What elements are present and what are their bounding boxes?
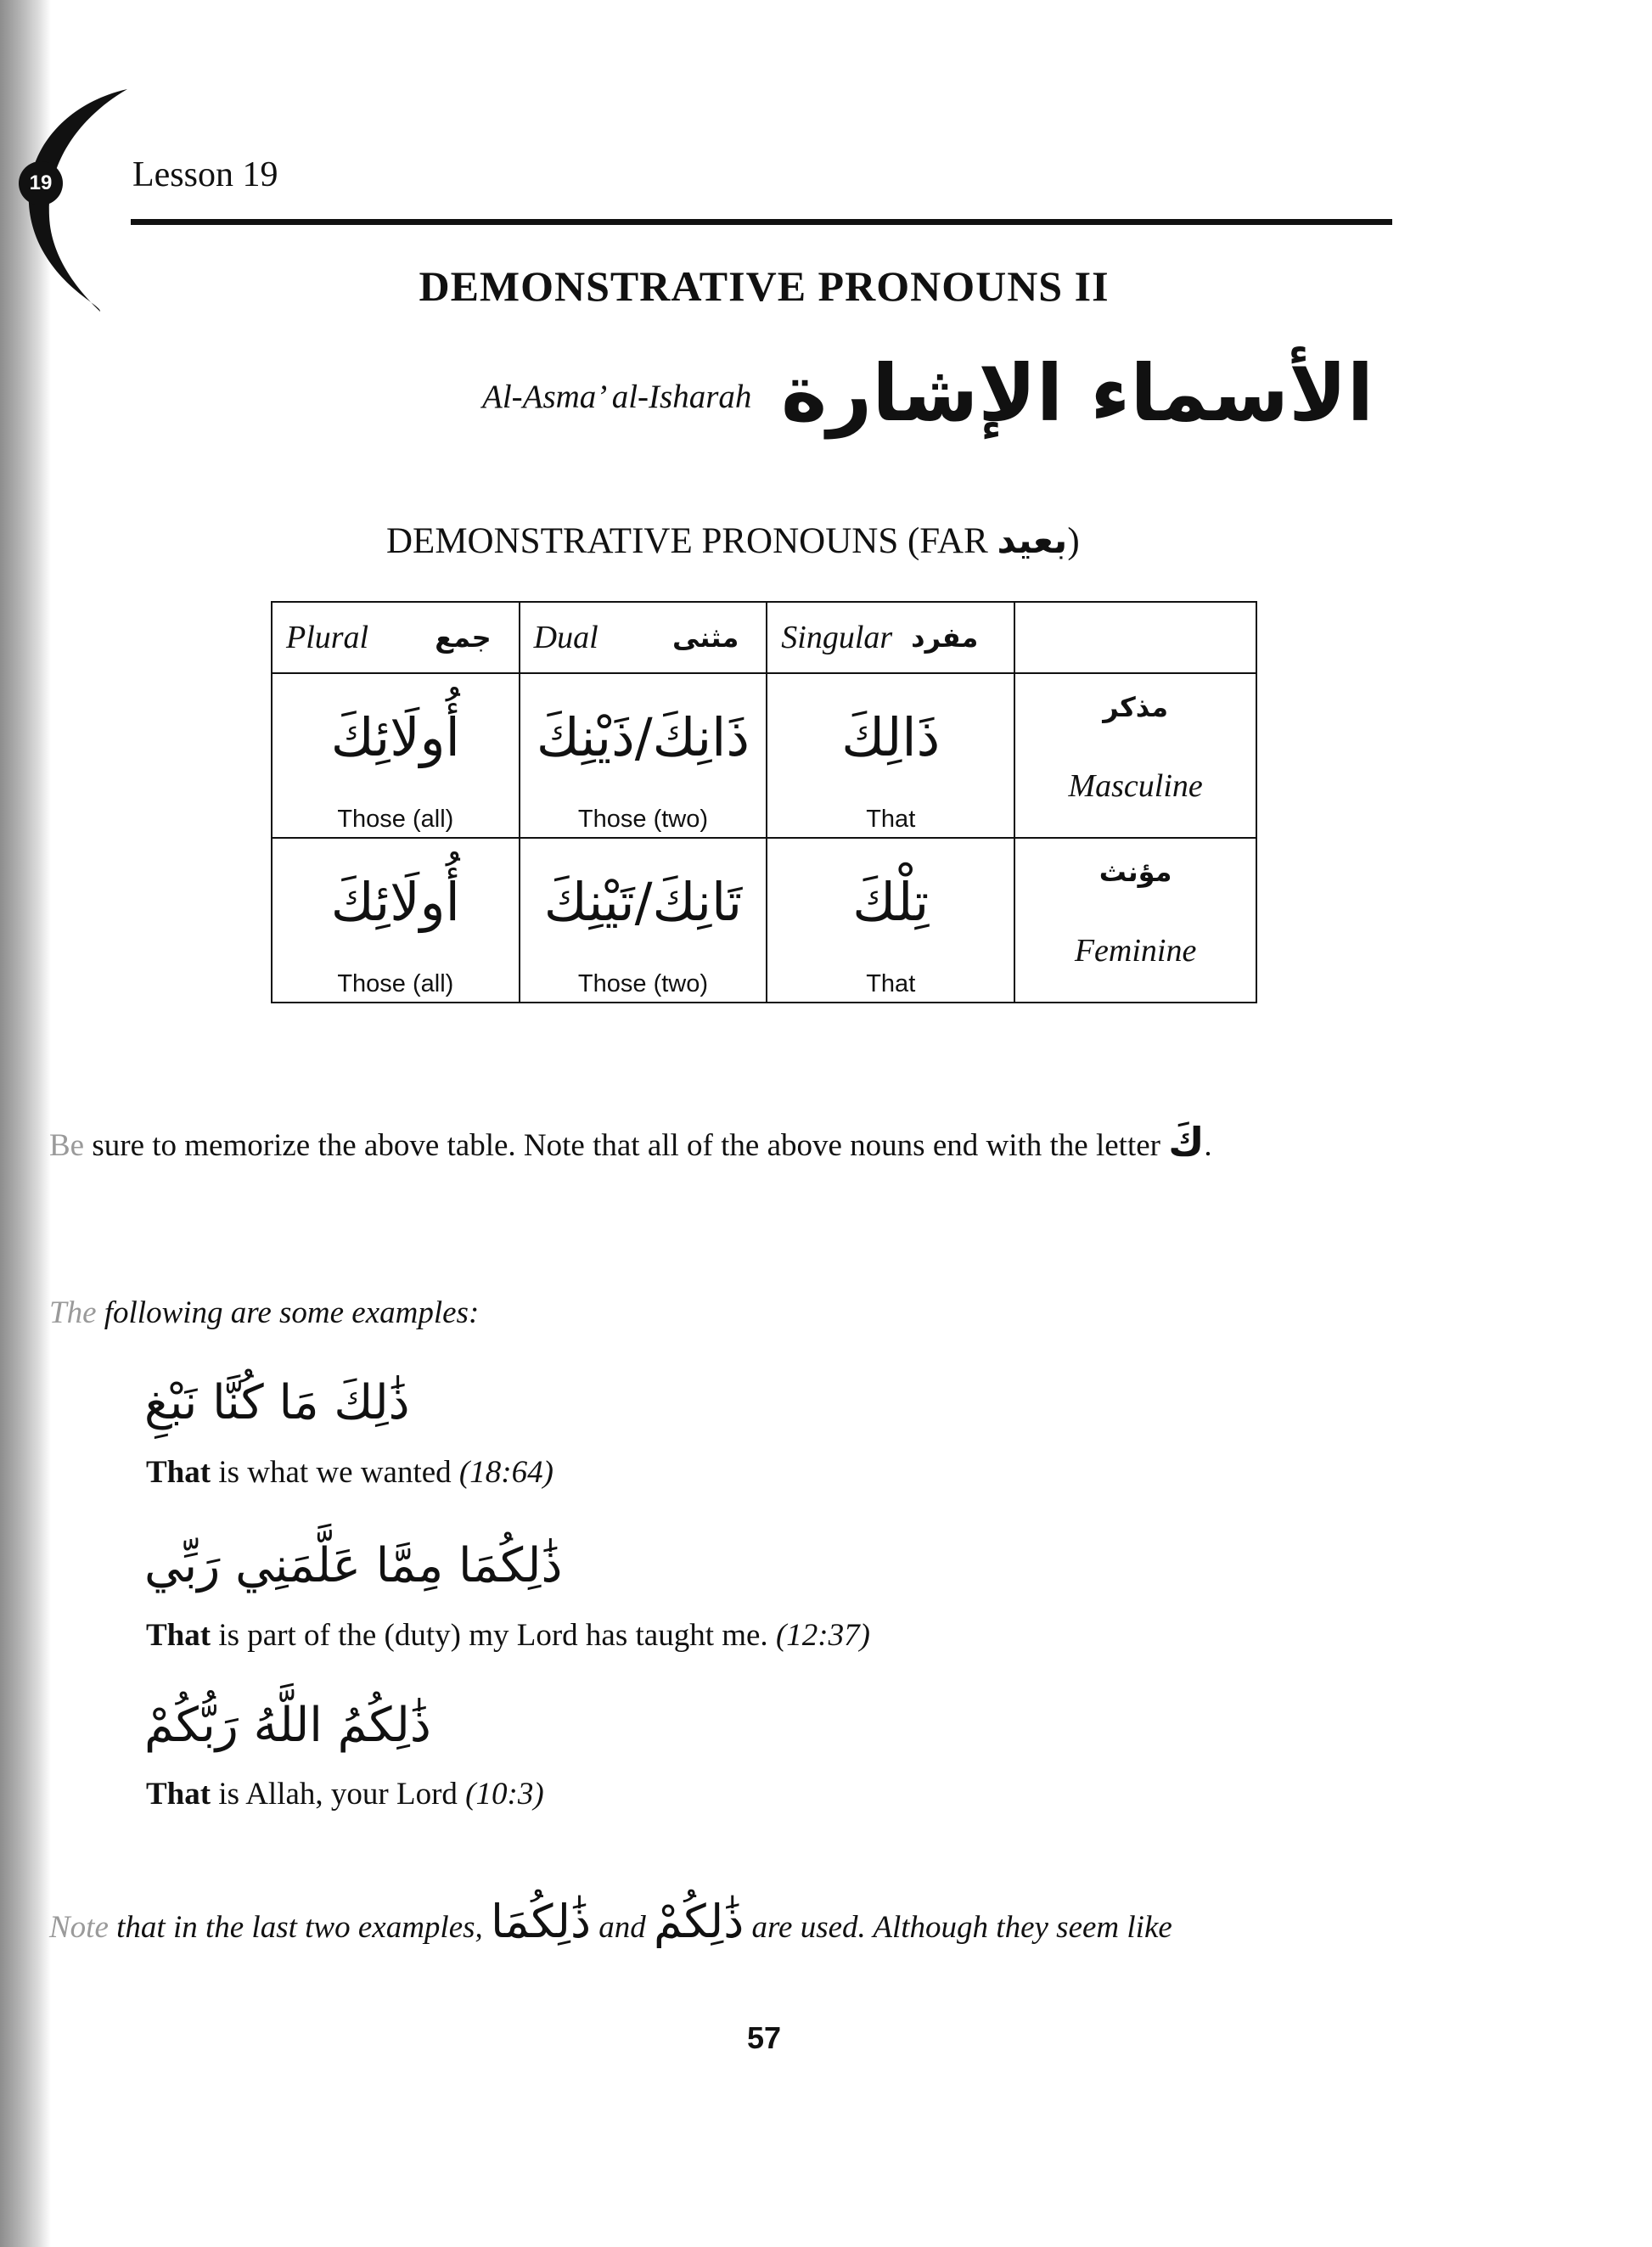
table-row-masculine	[272, 673, 1256, 838]
header-plural	[272, 602, 520, 673]
cell-masculine-plural	[272, 673, 520, 838]
page-number: 57	[746, 2020, 782, 2055]
pronoun-arabic: أُولَائِكَ	[330, 706, 460, 768]
table-row-feminine	[272, 838, 1256, 1003]
examples-intro	[49, 1295, 479, 1331]
pronoun-english: Those (two)	[577, 970, 709, 997]
table-heading	[386, 520, 1080, 562]
examples-intro-start: The	[49, 1295, 97, 1330]
lesson-number-badge: 19	[19, 161, 63, 205]
header-empty	[1014, 602, 1256, 673]
lesson-label: Lesson 19	[132, 155, 278, 194]
last-note-start: Note	[49, 1910, 109, 1945]
memorize-note-start: Be	[49, 1128, 85, 1163]
cell-feminine-dual	[520, 838, 767, 1003]
table-header-row	[272, 602, 1256, 673]
example-3-reference: (10:3)	[465, 1777, 544, 1812]
pronoun-english: That	[866, 970, 916, 997]
pronoun-arabic: أُولَائِكَ	[330, 871, 460, 933]
last-note-text-3: are used. Although they seem like	[744, 1910, 1172, 1945]
header-dual-english: Dual	[533, 620, 598, 655]
pronoun-arabic: تَانِكَ/تَيْنِكَ	[543, 871, 743, 933]
example-2-text: is part of the (duty) my Lord has taught me.	[211, 1618, 776, 1653]
gender-arabic: مؤنث	[1099, 856, 1172, 888]
last-note-text-1: that in the last two examples,	[108, 1910, 492, 1945]
pronoun-arabic: تِلْكَ	[852, 871, 930, 933]
example-3-arabic: ذَٰلِكُمُ اللَّهُ رَبُّكُمْ	[144, 1698, 431, 1753]
example-1-reference: (18:64)	[458, 1455, 553, 1490]
page-title: DEMONSTRATIVE PRONOUNS II	[419, 262, 1110, 310]
memorize-note-end: .	[1204, 1128, 1212, 1163]
demonstrative-pronouns-table	[271, 601, 1257, 1003]
table-heading-prefix: DEMONSTRATIVE PRONOUNS (FAR	[386, 521, 997, 561]
pronoun-english: That	[866, 806, 916, 833]
example-2-translation	[146, 1617, 870, 1654]
memorize-note-text: sure to memorize the above table. Note that all of the above nouns end with the letter	[84, 1128, 1169, 1163]
example-2-reference: (12:37)	[775, 1618, 870, 1653]
header-rule	[131, 219, 1392, 225]
example-1-text: is what we wanted	[211, 1455, 459, 1490]
memorize-note	[49, 1119, 1212, 1165]
header-singular-english: Singular	[781, 620, 893, 655]
header-singular-arabic: مفرد	[911, 621, 979, 654]
pronoun-english: Those (all)	[337, 806, 454, 833]
header-dual	[520, 602, 767, 673]
subtitle-transliteration: Al-Asma’ al-Isharah	[482, 379, 752, 415]
subtitle-arabic: الأسماء الإشارة	[781, 348, 1374, 439]
book-spine-shadow	[0, 0, 51, 2247]
last-note-arabic-2: ذَٰلِكُمْ	[654, 1895, 745, 1948]
example-1-arabic: ذَٰلِكَ مَا كُنَّا نَبْغِ	[144, 1375, 410, 1430]
example-1-translation	[146, 1454, 553, 1491]
example-3-bold: That	[146, 1777, 211, 1812]
gender-english: Masculine	[1068, 768, 1203, 804]
cell-masculine-label	[1014, 673, 1256, 838]
last-note-text-2: and	[591, 1910, 655, 1945]
example-2-bold: That	[146, 1618, 211, 1653]
last-note	[49, 1895, 1172, 1948]
example-3-translation	[146, 1776, 544, 1812]
example-3-text: is Allah, your Lord	[211, 1777, 466, 1812]
pronoun-arabic: ذَانِكَ/ذَيْنِكَ	[536, 706, 750, 768]
pronoun-english: Those (two)	[577, 806, 709, 833]
pronoun-english: Those (all)	[337, 970, 454, 997]
example-2-arabic: ذَٰلِكُمَا مِمَّا عَلَّمَنِي رَبِّي	[144, 1538, 563, 1593]
header-singular	[767, 602, 1014, 673]
header-dual-arabic: مثنى	[671, 621, 739, 654]
examples-intro-text: following are some examples:	[96, 1295, 480, 1330]
table-heading-arabic: بعيد	[997, 520, 1068, 562]
gender-arabic: مذكر	[1103, 691, 1169, 723]
cell-feminine-label	[1014, 838, 1256, 1003]
memorize-note-letter: كَ	[1168, 1119, 1205, 1165]
pronoun-arabic: ذَالِكَ	[841, 706, 941, 768]
header-plural-english: Plural	[286, 620, 369, 655]
cell-masculine-dual	[520, 673, 767, 838]
gender-english: Feminine	[1074, 933, 1197, 969]
header-plural-arabic: جمع	[435, 621, 492, 654]
cell-masculine-singular	[767, 673, 1014, 838]
example-1-bold: That	[146, 1455, 211, 1490]
table-heading-suffix: )	[1067, 521, 1080, 561]
last-note-arabic-1: ذَٰلِكُمَا	[491, 1895, 592, 1948]
cell-feminine-singular	[767, 838, 1014, 1003]
cell-feminine-plural	[272, 838, 520, 1003]
